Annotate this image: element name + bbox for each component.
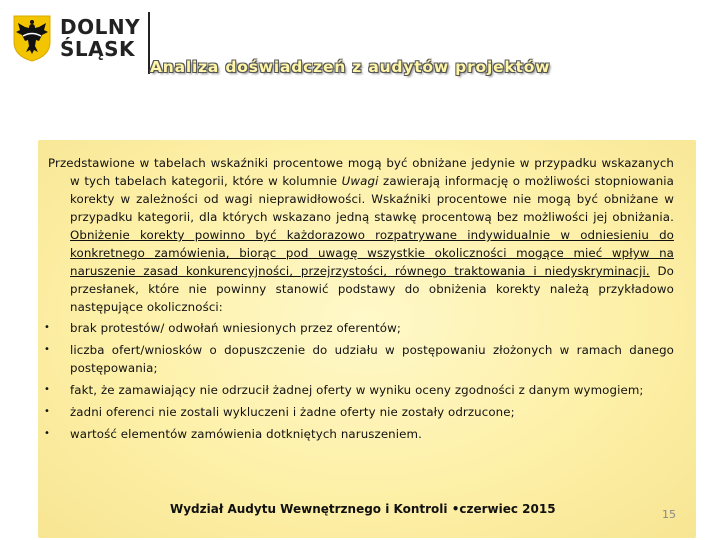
- slide-footer: Wydział Audytu Wewnętrznego i Kontroli •czerwiec 2015: [170, 502, 556, 516]
- bullet-icon: •: [44, 406, 50, 417]
- eagle-crest-icon: [12, 14, 52, 62]
- content-body: [44, 154, 674, 447]
- list-item-text: brak protestów/ odwołań wniesionych przez oferentów;: [70, 321, 401, 335]
- intro-text-1: Przedstawione w tabelach wskaźniki procentowe mogą być obniżane jedynie w przypadku wskazanych w tych tabelach kategorii, które w kolumnie: [48, 156, 674, 188]
- logo-line-1: DOLNY: [60, 15, 141, 39]
- slide-title: Analiza doświadczeń z audytów projektów: [150, 58, 551, 76]
- bullet-icon: •: [44, 384, 50, 395]
- logo-wordmark: [60, 16, 140, 60]
- intro-uwagi-term: Uwagi: [341, 174, 379, 188]
- intro-underlined-text: Obniżenie korekty powinno być każdorazowo rozpatrywane indywidualnie w odniesieniu do konkretnego zamówienia, biorąc pod uwagę wszystkie okoliczności mogące mieć wpływ na naruszenie zasad konkurencyjności, przejrzystości, równego traktowania i niedyskryminacji.: [70, 228, 674, 278]
- bullet-icon: •: [44, 428, 50, 439]
- list-item-text: fakt, że zamawiający nie odrzucił żadnej oferty w wyniku oceny zgodności z danym wymogiem;: [70, 383, 644, 397]
- intro-text-2: zawierają informację o możliwości stopniowania korekty w zależności od wagi nieprawidłowości. Wskaźniki procentowe nie mogą być obniżane w przypadku kategorii, dla których wskazano jedną stawkę procentową bez możliwości jej obniżania.: [70, 174, 674, 224]
- intro-paragraph: [48, 154, 674, 316]
- dolny-slask-logo: [12, 12, 152, 68]
- bullet-icon: •: [44, 322, 50, 333]
- list-item-text: liczba ofert/wniosków o dopuszczenie do udziału w postępowaniu złożonych w ramach danego postępowania;: [70, 343, 674, 375]
- list-item: [44, 403, 674, 421]
- intro-text-3: Do przesłanek, które nie powinny stanowić podstawy do obniżenia korekty należą przykładowo następujące okoliczności:: [70, 264, 674, 314]
- list-item: [44, 341, 674, 377]
- page-number: 15: [662, 508, 676, 521]
- bullet-list: [44, 319, 674, 443]
- list-item-text: żadni oferenci nie zostali wykluczeni i żadne oferty nie zostały odrzucone;: [70, 405, 515, 419]
- list-item: [44, 381, 674, 399]
- list-item: [44, 425, 674, 443]
- list-item: [44, 319, 674, 337]
- bullet-icon: •: [44, 344, 50, 355]
- list-item-text: wartość elementów zamówienia dotkniętych naruszeniem.: [70, 427, 422, 441]
- logo-line-2: ŚLĄSK: [60, 37, 136, 61]
